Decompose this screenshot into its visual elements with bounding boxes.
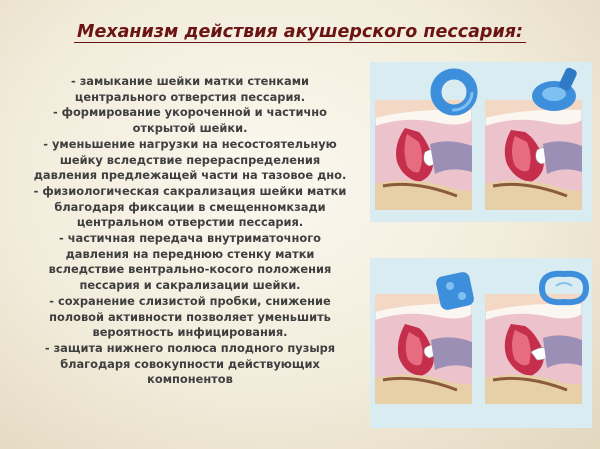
cube-dimple [458,292,466,300]
slide-title-text: Механизм действия акушерского пессария: [74,22,526,43]
list-line: вследствие вентрально-косого положения [48,262,332,277]
cube-body [435,271,475,311]
list-line: открытой шейки. [132,121,248,136]
oval-pessary-icon [534,266,594,310]
list-line: - сохранение слизистой пробки, снижение [49,293,331,308]
cube-pessary-icon [428,262,484,318]
list-line: шейку вследствие перераспределения [59,152,321,167]
list-line: центральном отверстии пессария. [76,215,304,230]
list-line: благодаря совокупности действующих [60,356,320,371]
cup-hollow [542,87,566,101]
list-line: - замыкание шейки матки стенками [71,74,309,88]
list-line: компонентов [147,372,233,387]
mechanism-list [4,74,376,388]
oval-body [542,274,586,302]
rectum [430,141,472,174]
slide-title [0,22,600,42]
list-line: - уменьшение нагрузки на несостоятельную [43,136,337,151]
anatomy-diagram-oval [485,294,582,404]
list-line: вероятность инфицирования. [92,325,288,340]
list-line: давления предлежащей части на тазовое дно. [33,168,347,183]
list-line: - защита нижнего полюса плодного пузыря [44,340,336,355]
list-line: давления на переднюю стенку матки [65,246,315,261]
list-line: - формирование укороченной и частично [52,105,327,120]
list-line: - физиологическая сакрализация шейки матки [33,183,347,198]
cube-dimple [446,282,454,290]
list-line: благодаря фиксации в смещенномкзади [54,199,326,214]
rectum [431,337,472,370]
cup-pessary-icon [528,62,584,118]
ring-pessary-icon [429,67,479,117]
cup-stem [558,66,578,91]
list-line: - частичная передача внутриматочного [59,231,321,246]
list-line: центрального отверстия пессария. [74,89,306,104]
oval-highlight [556,283,572,286]
rectum [543,141,582,174]
list-line: половой активности позволяет уменьшить [49,309,331,324]
rectum [543,335,582,368]
list-line: пессария и сакрализации шейки. [79,278,301,293]
